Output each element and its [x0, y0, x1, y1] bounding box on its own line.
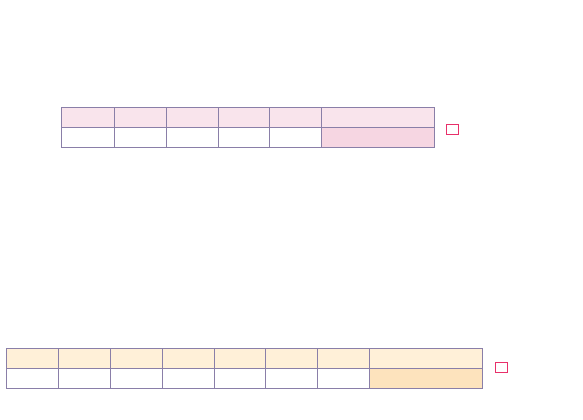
table-b [6, 348, 483, 389]
table-a-cell [166, 108, 218, 128]
table-a-cell [270, 108, 322, 128]
table-b-input-cell[interactable] [318, 369, 370, 389]
table-b-cell [110, 349, 162, 369]
table-a [61, 107, 435, 148]
table-b-row-count [7, 369, 483, 389]
table-a-cell [114, 108, 166, 128]
table-a-input-cell[interactable] [62, 128, 115, 148]
close-icon[interactable] [495, 362, 508, 373]
table-b-header [370, 349, 483, 369]
table-b-cell [266, 349, 318, 369]
table-b-cell [162, 349, 214, 369]
close-icon[interactable] [446, 124, 459, 135]
table-b-cell [214, 349, 266, 369]
table-b-count-header [370, 369, 483, 389]
table-b-cell [7, 349, 59, 369]
table-a-row-count [62, 128, 435, 148]
table-b-cell [58, 349, 110, 369]
table-a-header [322, 108, 435, 128]
table-b-input-cell[interactable] [110, 369, 162, 389]
table-a-input-cell[interactable] [218, 128, 270, 148]
table-b-input-cell[interactable] [266, 369, 318, 389]
table-b-row-number [7, 349, 483, 369]
table-a-cell [218, 108, 270, 128]
table-a-count-header [322, 128, 435, 148]
table-a-input-cell[interactable] [270, 128, 322, 148]
table-b-cell [318, 349, 370, 369]
table-a-input-cell[interactable] [114, 128, 166, 148]
table-b-input-cell[interactable] [214, 369, 266, 389]
table-a-row-number [62, 108, 435, 128]
table-b-input-cell[interactable] [58, 369, 110, 389]
table-a-cell [62, 108, 115, 128]
table-b-input-cell[interactable] [7, 369, 59, 389]
table-b-input-cell[interactable] [162, 369, 214, 389]
table-a-input-cell[interactable] [166, 128, 218, 148]
